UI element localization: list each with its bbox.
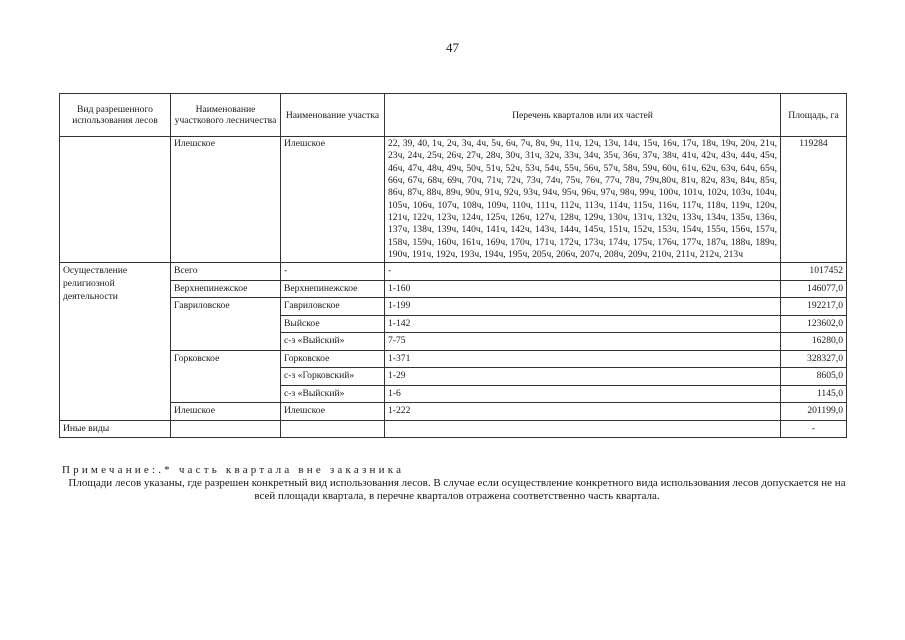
cell-quarters-list: 22, 39, 40, 1ч, 2ч, 3ч, 4ч, 5ч, 6ч, 7ч, 8ч, 9ч, 11ч, 12ч, 13ч, 14ч, 15ч, 16ч, 17ч, 18ч, 19ч, 20ч, 21ч, 23ч, 24ч, 25ч, 26ч, 27ч, 28ч, 30ч, 31ч, 32ч, 33ч, 34ч, 35ч, 36ч, 37ч, 38ч, 41ч, 42ч, 43ч, 44ч, 45ч, 46ч, 47ч, 48ч, 49ч, 50ч, 51ч, 52ч, 53ч, 54ч, 55ч, 56ч, 57ч, 58ч, 59ч, 60ч, 61ч, 62ч, 63ч, 64ч, 65ч, 66ч, 67ч, 68ч, 69ч, 70ч, 71ч, 72ч, 73ч, 74ч, 75ч, 76ч, 77ч, 78ч, 79ч,80ч, 81ч, 82ч, 83ч, 84ч, 85ч, 86ч, 87ч, 88ч, 89ч, 90ч, 91ч, 92ч, 93ч, 94ч, 95ч, 96ч, 97ч, 98ч, 99ч, 100ч, 101ч, 102ч, 103ч, 104ч, 105ч, 106ч, 107ч, 108ч, 109ч, 110ч, 111ч, 112ч, 113ч, 114ч, 115ч, 116ч, 117ч, 118ч, 119ч, 120ч, 121ч, 122ч, 123ч, 124ч, 125ч, 126ч, 127ч, 128ч, 129ч, 130ч, 131ч, 132ч, 133ч, 134ч, 135ч, 136ч, 137ч, 138ч, 139ч, 140ч, 141ч, 142ч, 143ч, 144ч, 145ч, 151ч, 152ч, 153ч, 154ч, 155ч, 156ч, 157ч, 158ч, 159ч, 160ч, 161ч, 169ч, 170ч, 171ч, 172ч, 173ч, 174ч, 175ч, 176ч, 177ч, 187ч, 188ч, 189ч, 190ч, 191ч, 192ч, 193ч, 194ч, 195ч, 205ч, 206ч, 207ч, 208ч, 209ч, 210ч, 211ч, 212ч, 213ч [385,137,781,263]
cell-area: - [781,420,847,438]
header-area: Площадь, га [781,94,847,137]
cell-quarters: 7-75 [385,333,781,351]
cell-forestry: Всего [171,263,281,281]
cell-plot: Горковское [281,350,385,368]
cell-plot: Гавриловское [281,298,385,316]
cell-plot: Илешское [281,403,385,421]
cell-area: 1145,0 [781,385,847,403]
cell-quarters: 1-142 [385,315,781,333]
cell-quarters: 1-160 [385,280,781,298]
table-row [60,298,847,316]
cell-area: 146077,0 [781,280,847,298]
table-row [60,403,847,421]
cell-forestry: Горковское [171,350,281,403]
header-quarters: Перечень кварталов или их частей [385,94,781,137]
cell-use-empty [60,137,171,263]
page-number: 47 [446,40,459,55]
cell-plot: с-з «Выйский» [281,333,385,351]
cell-quarters: 1-29 [385,368,781,386]
table-row [60,280,847,298]
table-row [60,263,847,281]
table-row [60,420,847,438]
cell-plot: Верхнепинежское [281,280,385,298]
cell-quarters-empty [385,420,781,438]
table-row [60,350,847,368]
cell-area: 16280,0 [781,333,847,351]
cell-area: 123602,0 [781,315,847,333]
cell-plot: Илешское [281,137,385,263]
cell-quarters: - [385,263,781,281]
header-permitted-use: Вид разрешенного использования лесов [60,94,171,137]
cell-plot: Выйское [281,315,385,333]
cell-plot-empty [281,420,385,438]
forest-use-table [59,93,847,438]
header-plot: Наименование участка [281,94,385,137]
cell-quarters: 1-371 [385,350,781,368]
table-row [60,137,847,263]
note-text: Площади лесов указаны, где разрешен конкретный вид использования лесов. В случае если осуществление конкретного вида использования лесов допускается не на всей площади квартала, в перечне кварталов отражена соответственно часть квартала. [68,477,846,502]
cell-forestry: Илешское [171,403,281,421]
cell-forestry-empty [171,420,281,438]
cell-area: 1017452 [781,263,847,281]
cell-forestry: Гавриловское [171,298,281,351]
cell-use-other: Иные виды [60,420,171,438]
cell-plot: с-з «Выйский» [281,385,385,403]
cell-use-religious: Осуществление религиозной деятельности [60,263,171,421]
cell-plot: с-з «Горковский» [281,368,385,386]
cell-area: 201199,0 [781,403,847,421]
cell-area: 119284 [781,137,847,263]
cell-area: 8605,0 [781,368,847,386]
cell-forestry: Илешское [171,137,281,263]
cell-quarters: 1-199 [385,298,781,316]
note-title: Примечание:.* часть квартала вне заказника [62,464,405,476]
table-header-row [60,94,847,137]
cell-quarters: 1-222 [385,403,781,421]
cell-area: 328327,0 [781,350,847,368]
cell-area: 192217,0 [781,298,847,316]
cell-forestry: Верхнепинежское [171,280,281,298]
cell-quarters: 1-6 [385,385,781,403]
header-forestry: Наименование участкового лесничества [171,94,281,137]
cell-plot: - [281,263,385,281]
